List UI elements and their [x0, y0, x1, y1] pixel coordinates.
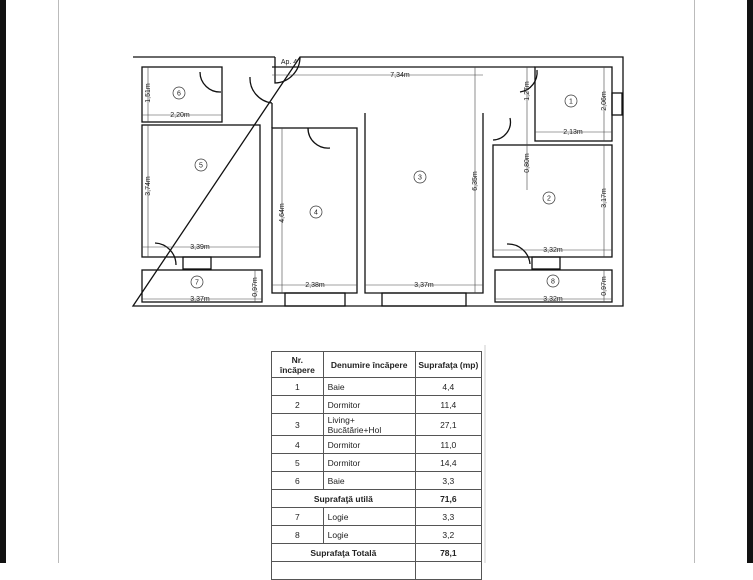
util-area: 71,6 — [415, 490, 481, 508]
cell-area: 11,0 — [415, 436, 481, 454]
header-name: Denumire încăpere — [323, 352, 415, 378]
room-4-door — [308, 128, 330, 148]
dim-label: 3,39m — [190, 244, 210, 251]
table-row — [272, 526, 482, 544]
table-row — [272, 414, 482, 436]
hall-door — [250, 77, 272, 103]
window — [285, 293, 345, 306]
room-3-outline — [272, 67, 535, 293]
total-area: 78,1 — [415, 544, 481, 562]
table-row — [272, 472, 482, 490]
table-row — [272, 508, 482, 526]
cell-nr: 5 — [272, 454, 324, 472]
dim-label: 3,37m — [414, 282, 434, 289]
cell-name: Logie — [323, 526, 415, 544]
cell-name: Dormitor — [323, 436, 415, 454]
cell-nr: 2 — [272, 396, 324, 414]
cell-name: Baie — [323, 378, 415, 396]
cell-area: 3,2 — [415, 526, 481, 544]
header-nr: Nr. încăpere — [272, 352, 324, 378]
cell-nr: 1 — [272, 378, 324, 396]
dim-label: 0,97m — [601, 276, 608, 296]
dim-label: 2,13m — [563, 129, 583, 136]
cell-area: 3,3 — [415, 508, 481, 526]
cell-name: Baie — [323, 472, 415, 490]
dim-label: 3,17m — [601, 188, 608, 208]
cell-area: 27,1 — [415, 414, 481, 436]
cell-nr: 3 — [272, 414, 324, 436]
util-label: Suprafaţă utilă — [272, 490, 416, 508]
room-8-door — [507, 244, 530, 264]
dim-label: 3,32m — [543, 247, 563, 254]
cell-nr: 4 — [272, 436, 324, 454]
room-number: 3 — [418, 174, 422, 182]
cell-area: 11,4 — [415, 396, 481, 414]
room-6-door — [200, 72, 221, 92]
dim-label: 1,51m — [145, 83, 152, 103]
room-number: 1 — [569, 98, 573, 106]
dim-label: 2,38m — [305, 282, 325, 289]
header-area: Suprafaţa (mp) — [415, 352, 481, 378]
dim-label: 3,37m — [190, 296, 210, 303]
dim-label: 7,34m — [390, 72, 410, 79]
empty-cell — [272, 562, 416, 580]
table-row — [272, 454, 482, 472]
util-row — [272, 490, 482, 508]
window — [382, 293, 466, 306]
dim-label: 0,97m — [252, 277, 259, 297]
cell-nr: 6 — [272, 472, 324, 490]
window — [183, 257, 211, 269]
table-row — [272, 396, 482, 414]
dim-label: 4,64m — [279, 203, 286, 223]
room-number: 8 — [551, 278, 555, 286]
room-number: 7 — [195, 279, 199, 287]
cell-name: Dormitor — [323, 454, 415, 472]
cell-area: 14,4 — [415, 454, 481, 472]
room-number: 4 — [314, 209, 318, 217]
window — [532, 257, 560, 269]
room-number: 2 — [547, 195, 551, 203]
room-number: 6 — [177, 90, 181, 98]
table-row — [272, 436, 482, 454]
area-table — [271, 351, 482, 580]
dim-label: 6,35m — [472, 171, 479, 191]
empty-cell — [415, 562, 481, 580]
table-row — [272, 378, 482, 396]
cell-nr: 8 — [272, 526, 324, 544]
room-5-outline — [142, 125, 260, 257]
total-label: Suprafaţa Totală — [272, 544, 416, 562]
dim-label: 0,80m — [524, 153, 531, 173]
room-number: 5 — [199, 162, 203, 170]
room-2-outline — [493, 145, 612, 257]
dim-label: 2,20m — [170, 112, 190, 119]
total-row — [272, 544, 482, 562]
cell-name: Dormitor — [323, 396, 415, 414]
dim-label: 3,74m — [145, 176, 152, 196]
cell-name: Living+ Bucătărie+Hol — [323, 414, 415, 436]
cell-name: Logie — [323, 508, 415, 526]
dim-label: 2,06m — [601, 91, 608, 111]
cell-area: 4,4 — [415, 378, 481, 396]
dim-label: 3,32m — [543, 296, 563, 303]
cell-area: 3,3 — [415, 472, 481, 490]
dim-label: 1,27m — [524, 81, 531, 101]
window-right — [612, 93, 622, 115]
cell-nr: 7 — [272, 508, 324, 526]
room-2-door — [493, 118, 510, 140]
apartment-label: Ap. 4 — [280, 59, 298, 66]
